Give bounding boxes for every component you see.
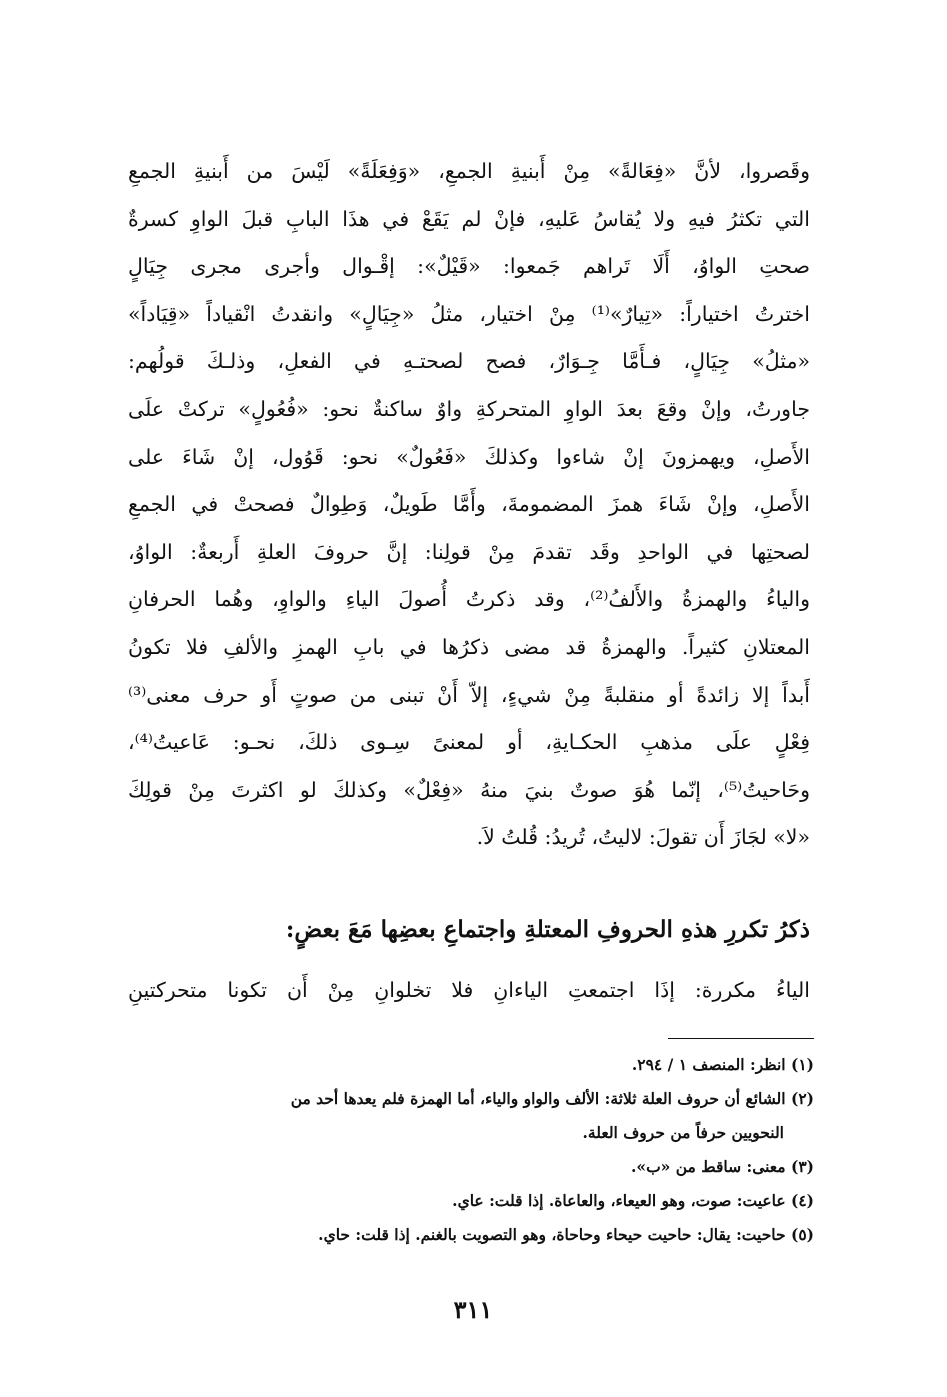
body-line: صحتِ الواوُ، أَلَا تَراهم جَمعوا: «قَيْلٌ»: إقْـوال وأجرى مجرى جِيَالٍ (128, 254, 810, 279)
body-line: جاورتُ، وإنْ وقعَ بعدَ الواوِ المتحركةِ واوٌ ساكنةٌ نحو: «فُعُولٍ» تركتْ علَى (128, 396, 810, 421)
body-line: والياءُ والهمزةُ والأَلفُ⁽²⁾، وقد ذكرتُ أُصولَ الياءِ والواوِ، وهُما الحرفانِ (128, 587, 810, 612)
footnote-3: (٣) معنى: ساقط من «ب». (631, 1157, 814, 1176)
paragraph-line: الياءُ مكررة: إذَا اجتمعتِ الياءانِ فلا تخلوانِ مِنْ أَن تكونا متحركتينِ (128, 978, 810, 1002)
body-line: التي تكثرُ فيهِ ولا يُقاسُ عَليهِ، فإنْ لم يَقَعْ في هذَا البابِ قبلَ الواوِ كسرةٌ (128, 206, 810, 231)
body-line: وقَصروا، لأنَّ «فِعَالةً» مِنْ أَبنيةِ الجمعِ، «وَفِعَلَةً» لَيْسَ من أَبنيةِ الجمعِ (128, 159, 810, 183)
body-line: فِعْلٍ علَى مذهبِ الحكـايةِ، أو لمعنىً سِـوى ذلكَ، نحـو: عَاعيتُ⁽⁴⁾، (128, 730, 810, 755)
body-line: الأَصلِ، ويهمزونَ إنْ شاءوا وكذلكَ «فَعُولٌ» نحو: قَوُول، إنْ شَاءَ على (128, 444, 810, 469)
footnote-4: (٤) عاعيت: صوت، وهو العيعاء، والعاعاة. إذا قلت: عاي. (452, 1191, 814, 1210)
footnote-2: (٢) الشائع أن حروف العلة ثلاثة: الألف والواو والياء، أما الهمزة فلم يعدها أحد من (290, 1089, 814, 1108)
footnote-1: (١) انظر: المنصف ١ / ٢٩٤. (631, 1055, 814, 1074)
body-line: المعتلانِ كثيراً. والهمزةُ قد مضى ذكرُها في بابِ الهمزِ والألفِ فلا تكونُ (128, 634, 810, 659)
footnote-2-continuation: النحويين حرفاً من حروف العلة. (582, 1123, 784, 1142)
footnote-5: (٥) حاحيت: يقال: حاحيت حيحاء وحاحاة، وهو التصويت بالغنم. إذا قلت: حاي. (318, 1225, 814, 1244)
footnotes (128, 1048, 814, 1252)
body-line: «مثلُ» جِيَالٍ، فـأَمَّا جِـوَارٌ، فصح لصحتـهِ في الفعلِ، وذلـكَ قولُهم: (128, 349, 810, 374)
body-line: وحَاحيتُ⁽⁵⁾، إنّما هُوَ صوتٌ بنيَ منهُ «فِعْلٌ» وكذلكَ لو اكثرتَ مِنْ قولِكَ (128, 777, 810, 802)
body-line: اخترتُ اختياراً: «تِيارٌ»⁽¹⁾ مِنْ اختيار، مثلُ «جِيَالٍ» وانقدتُ انْقياداً «قِيَاداً» (128, 301, 810, 326)
body-line: لصحتِها في الواحدِ وقَد تقدمَ مِنْ قولِنا: إنَّ حروفَ العلةِ أَربعةٌ: الواوُ، (128, 539, 810, 564)
page-number: ٣١١ (453, 1295, 493, 1324)
body-line: «لا» لجَازَ أَن تقولَ: لاليتُ، تُريدُ: قُلتُ لاَ. (476, 825, 810, 850)
body-text (128, 148, 810, 862)
body-line: أَبداً إلا زائدةً أو منقلبةً مِنْ شيءٍ، إلاّ أَنْ تبنى من صوتٍ أَو حرف معنى⁽³⁾ (128, 682, 810, 707)
footnote-divider (668, 1038, 814, 1039)
body-line: الأَصلِ، وإنْ شَاءَ همزَ المضمومةَ، وأَمَّا طَويلٌ، وَطِوالٌ فصحتْ في الجمعِ (128, 492, 810, 517)
section-heading: ذكرُ تكررِ هذهِ الحروفِ المعتلةِ واجتماعِ بعضِها مَعَ بعضٍ: (285, 916, 810, 943)
